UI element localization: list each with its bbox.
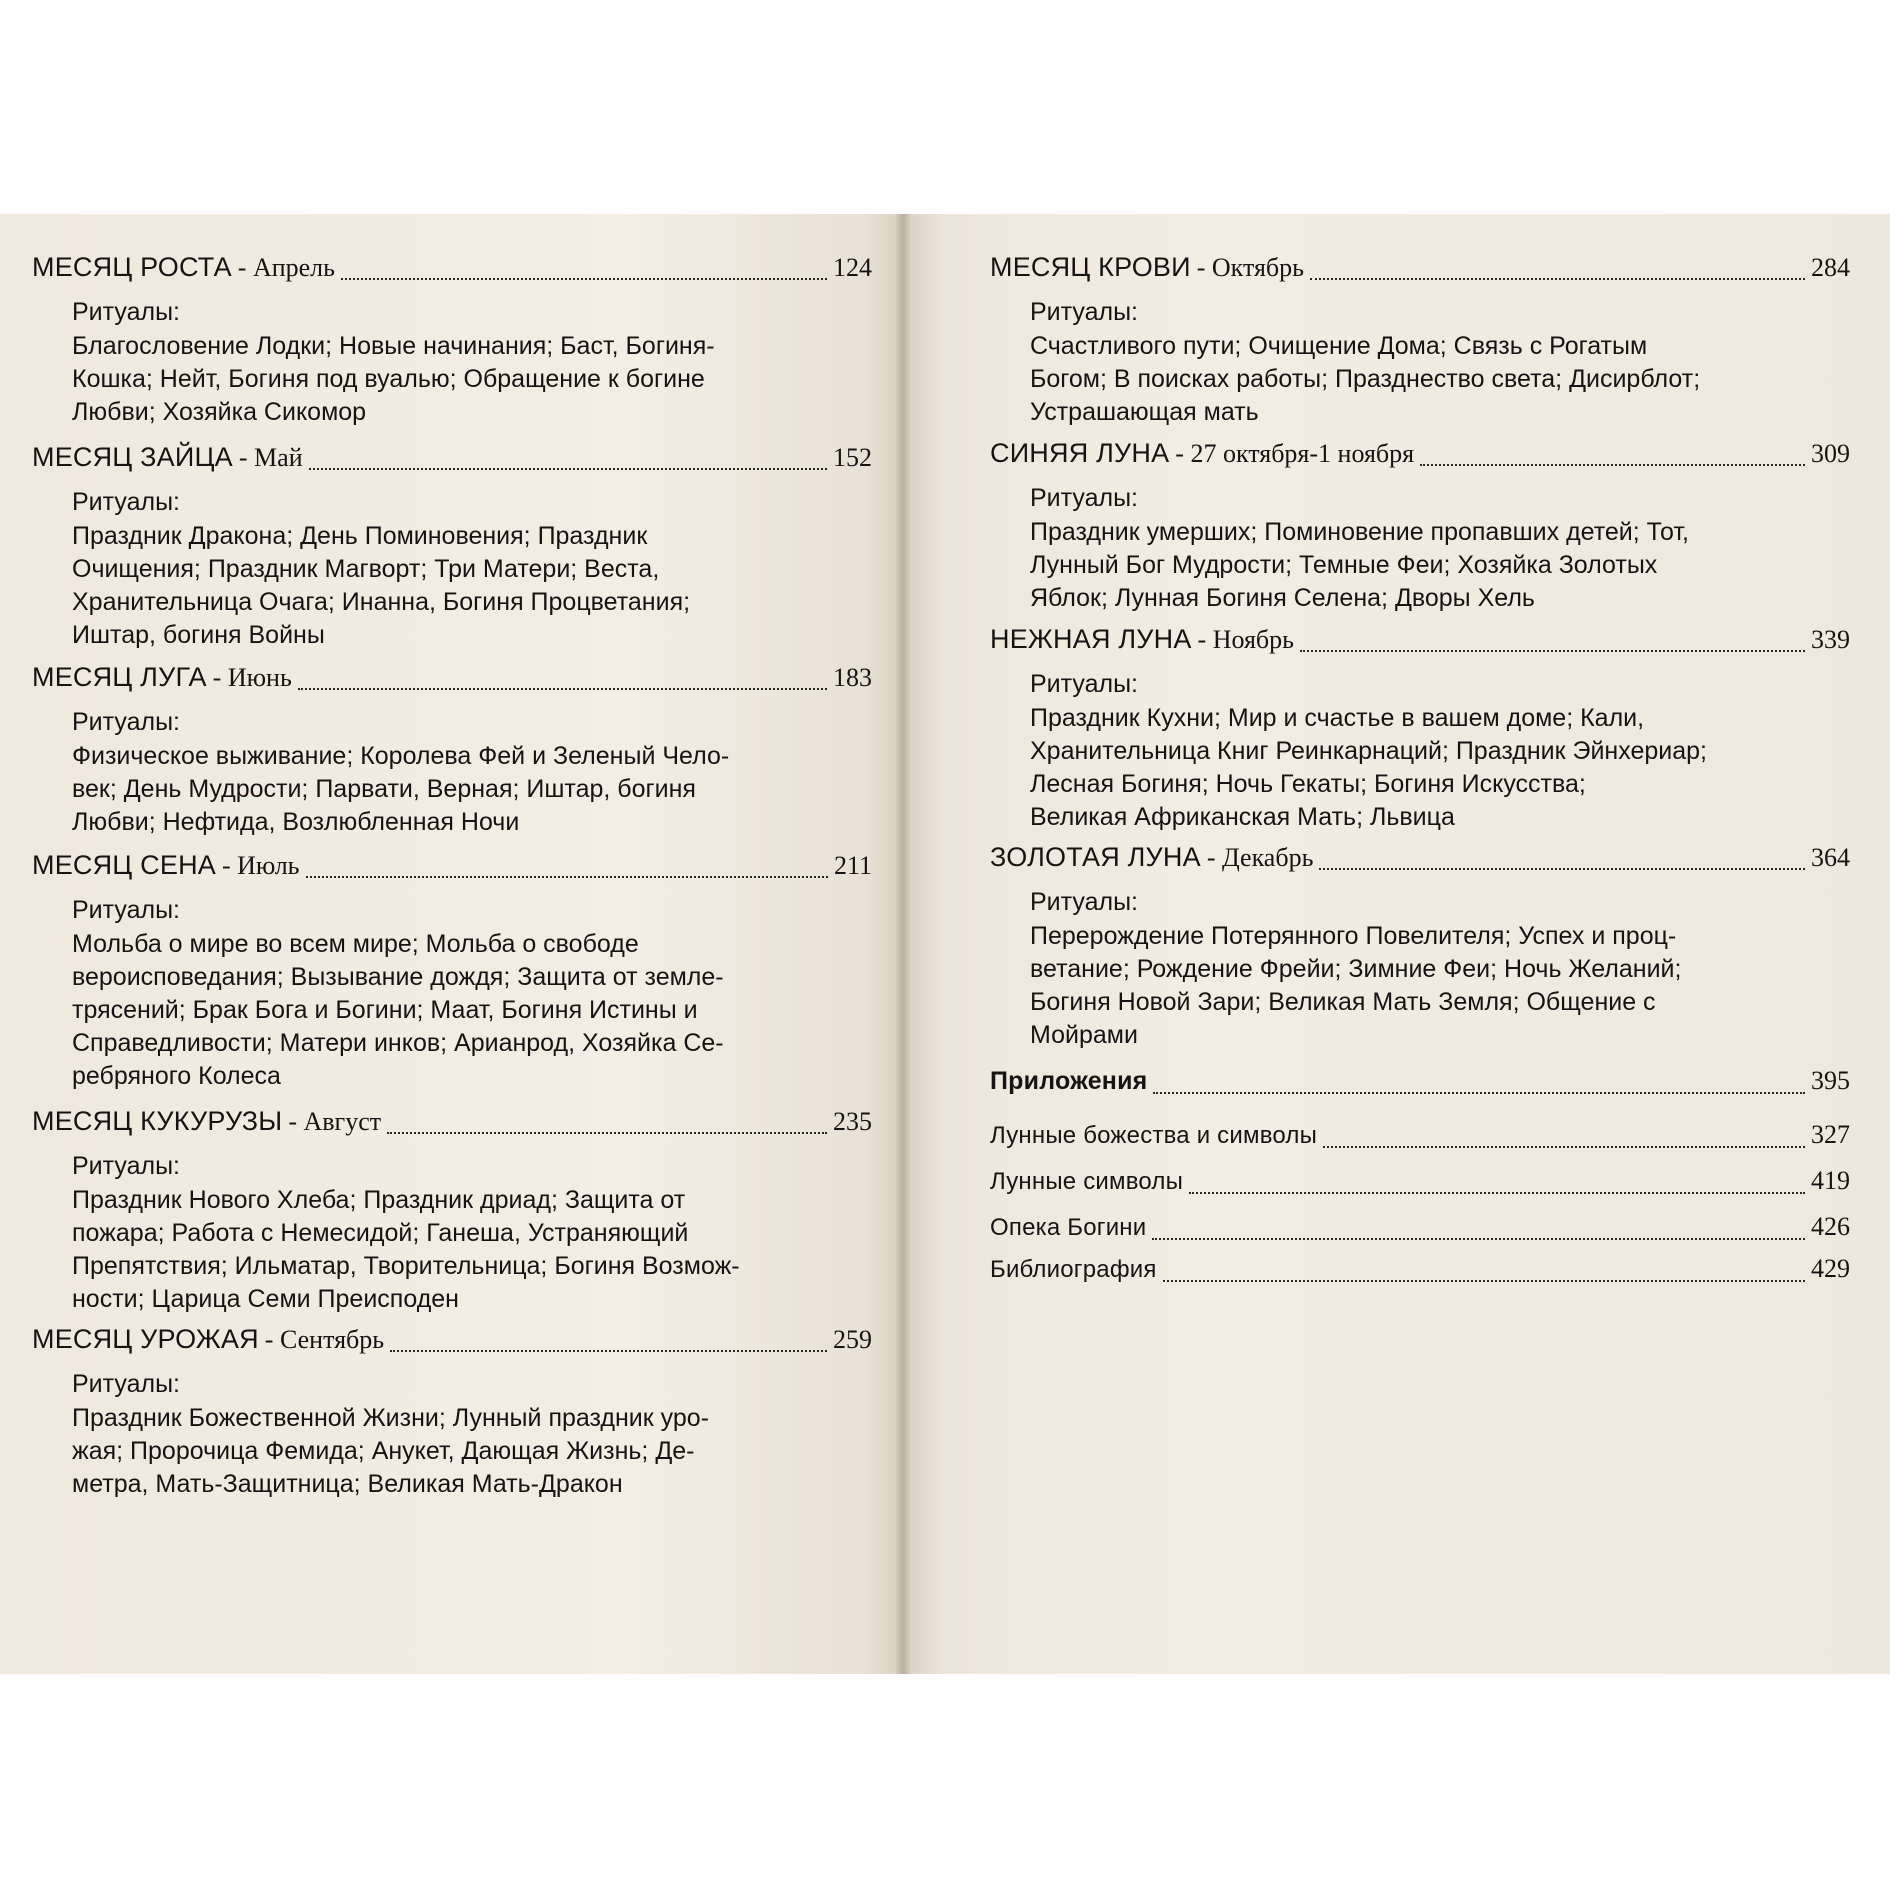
toc-entry-heading xyxy=(32,1106,872,1146)
rituals-label: Ритуалы: xyxy=(72,708,180,736)
entry-page-number: 235 xyxy=(833,1107,872,1136)
rituals-line: Праздник умерших; Поминовение пропавших детей; Тот, xyxy=(1030,518,1689,546)
dot-leader xyxy=(1319,868,1805,870)
rituals-line: вероисповедания; Вызывание дождя; Защита от земле- xyxy=(72,963,724,991)
rituals-list xyxy=(1030,330,1850,429)
dot-leader xyxy=(1300,650,1805,652)
entry-title: МЕСЯЦ ЛУГА xyxy=(32,662,207,692)
dot-leader xyxy=(390,1350,827,1352)
entry-subtitle: - Декабрь xyxy=(1206,843,1314,872)
toc-entry-heading xyxy=(990,1254,1850,1294)
dot-leader xyxy=(1189,1192,1805,1194)
entry-title: Лунные символы xyxy=(990,1168,1184,1195)
entry-title: МЕСЯЦ УРОЖАЯ xyxy=(32,1324,259,1354)
dot-leader xyxy=(309,468,827,470)
entry-title: НЕЖНАЯ ЛУНА xyxy=(990,624,1192,654)
rituals-list xyxy=(72,330,872,429)
toc-entry-heading xyxy=(990,842,1850,882)
rituals-line: Справедливости; Матери инков; Арианрод, Хозяйка Се- xyxy=(72,1029,724,1057)
dot-leader xyxy=(387,1132,827,1134)
rituals-list xyxy=(72,520,872,652)
entry-subtitle: - Июнь xyxy=(212,663,292,692)
entry-page-number: 429 xyxy=(1811,1254,1850,1283)
rituals-line: Лесная Богиня; Ночь Гекаты; Богиня Искусства; xyxy=(1030,770,1586,798)
rituals-line: Праздник Божественной Жизни; Лунный праздник уро- xyxy=(72,1404,710,1432)
entry-page-number: 395 xyxy=(1811,1066,1850,1095)
rituals-list xyxy=(72,740,872,839)
toc-entry-heading xyxy=(990,252,1850,292)
entry-subtitle: - Сентябрь xyxy=(264,1325,385,1354)
entry-title: МЕСЯЦ СЕНА xyxy=(32,850,216,880)
rituals-list xyxy=(72,928,872,1093)
entry-subtitle: - Апрель xyxy=(237,253,336,282)
rituals-line: ветание; Рождение Фрейи; Зимние Феи; Ночь Желаний; xyxy=(1030,955,1682,983)
rituals-line: Хранительница Книг Реинкарнаций; Праздник Эйнхериар; xyxy=(1030,737,1707,765)
dot-leader xyxy=(1153,1092,1805,1094)
entry-title: Лунные божества и символы xyxy=(990,1122,1318,1149)
rituals-line: Иштар, богиня Войны xyxy=(72,621,325,649)
rituals-line: Праздник Нового Хлеба; Праздник дриад; Защита от xyxy=(72,1186,686,1214)
entry-page-number: 284 xyxy=(1811,253,1850,282)
entry-page-number: 152 xyxy=(833,443,872,472)
entry-subtitle: - Август xyxy=(288,1107,382,1136)
entry-page-number: 309 xyxy=(1811,439,1850,468)
rituals-label: Ритуалы: xyxy=(1030,298,1138,326)
rituals-line: Великая Африканская Мать; Львица xyxy=(1030,803,1455,831)
entry-title: Приложения xyxy=(990,1067,1148,1095)
rituals-line: пожара; Работа с Немесидой; Ганеша, Устраняющий xyxy=(72,1219,689,1247)
entry-title: ЗОЛОТАЯ ЛУНА xyxy=(990,842,1201,872)
entry-page-number: 419 xyxy=(1811,1166,1850,1195)
rituals-line: Очищения; Праздник Магворт; Три Матери; Веста, xyxy=(72,555,660,583)
entry-subtitle: - Ноябрь xyxy=(1197,625,1295,654)
toc-entry-heading xyxy=(990,438,1850,478)
entry-subtitle: - 27 октября-1 ноября xyxy=(1175,439,1415,468)
rituals-list xyxy=(1030,516,1850,615)
rituals-line: жая; Пророчица Фемида; Анукет, Дающая Жизнь; Де- xyxy=(72,1437,695,1465)
entry-subtitle: - Май xyxy=(238,443,303,472)
entry-title: Библиография xyxy=(990,1256,1157,1283)
toc-entry-heading xyxy=(32,442,872,482)
rituals-label: Ритуалы: xyxy=(72,298,180,326)
toc-entry-heading xyxy=(32,662,872,702)
toc-entry-heading xyxy=(990,1166,1850,1206)
dot-leader xyxy=(1163,1280,1805,1282)
entry-page-number: 426 xyxy=(1811,1212,1850,1241)
entry-page-number: 259 xyxy=(833,1325,872,1354)
dot-leader xyxy=(298,688,827,690)
rituals-line: Богом; В поисках работы; Празднество света; Дисирблот; xyxy=(1030,365,1701,393)
rituals-label: Ритуалы: xyxy=(1030,888,1138,916)
rituals-line: Физическое выживание; Королева Фей и Зеленый Чело- xyxy=(72,742,730,770)
toc-entry-heading xyxy=(32,1324,872,1364)
rituals-line: Яблок; Лунная Богиня Селена; Дворы Хель xyxy=(1030,584,1535,612)
rituals-label: Ритуалы: xyxy=(1030,484,1138,512)
rituals-line: Праздник Кухни; Мир и счастье в вашем доме; Кали, xyxy=(1030,704,1645,732)
entry-page-number: 183 xyxy=(833,663,872,692)
dot-leader xyxy=(1310,278,1805,280)
rituals-line: Мойрами xyxy=(1030,1021,1138,1049)
rituals-line: Препятствия; Ильматар, Творительница; Богиня Возмож- xyxy=(72,1252,740,1280)
entry-page-number: 364 xyxy=(1811,843,1850,872)
toc-entry-heading xyxy=(990,1212,1850,1252)
book-spine xyxy=(896,214,910,1674)
rituals-line: трясений; Брак Бога и Богини; Маат, Богиня Истины и xyxy=(72,996,698,1024)
entry-title: Опека Богини xyxy=(990,1214,1147,1241)
toc-entry-heading xyxy=(990,1066,1850,1106)
rituals-label: Ритуалы: xyxy=(72,896,180,924)
entry-page-number: 211 xyxy=(833,851,872,880)
rituals-line: Богиня Новой Зари; Великая Мать Земля; Общение с xyxy=(1030,988,1656,1016)
rituals-line: Любви; Хозяйка Сикомор xyxy=(72,398,367,426)
entry-title: МЕСЯЦ РОСТА xyxy=(32,252,232,282)
toc-entry-heading xyxy=(990,624,1850,664)
toc-entry-heading xyxy=(990,1120,1850,1160)
rituals-line: Мольба о мире во всем мире; Мольба о свободе xyxy=(72,930,639,958)
toc-entry-heading xyxy=(32,850,872,890)
entry-title: МЕСЯЦ КРОВИ xyxy=(990,252,1191,282)
rituals-line: Праздник Дракона; День Поминовения; Праздник xyxy=(72,522,648,550)
entry-title: МЕСЯЦ КУКУРУЗЫ xyxy=(32,1106,283,1136)
rituals-line: Устрашающая мать xyxy=(1030,398,1259,426)
rituals-line: Перерождение Потерянного Повелителя; Успех и проц- xyxy=(1030,922,1677,950)
entry-page-number: 327 xyxy=(1811,1120,1850,1149)
rituals-list xyxy=(1030,702,1850,834)
rituals-label: Ритуалы: xyxy=(72,488,180,516)
dot-leader xyxy=(306,876,828,878)
entry-subtitle: - Октябрь xyxy=(1196,253,1305,282)
book-spread xyxy=(0,214,1890,1674)
rituals-line: Кошка; Нейт, Богиня под вуалью; Обращение к богине xyxy=(72,365,705,393)
rituals-line: ности; Царица Семи Преисподен xyxy=(72,1285,459,1313)
rituals-list xyxy=(72,1402,872,1501)
entry-title: МЕСЯЦ ЗАЙЦА xyxy=(32,442,233,472)
rituals-label: Ритуалы: xyxy=(72,1370,180,1398)
rituals-label: Ритуалы: xyxy=(1030,670,1138,698)
entry-page-number: 124 xyxy=(833,253,872,282)
rituals-list xyxy=(72,1184,872,1316)
rituals-line: Лунный Бог Мудрости; Темные Феи; Хозяйка Золотых xyxy=(1030,551,1658,579)
dot-leader xyxy=(341,278,827,280)
rituals-line: Счастливого пути; Очищение Дома; Связь с Рогатым xyxy=(1030,332,1648,360)
dot-leader xyxy=(1323,1146,1805,1148)
dot-leader xyxy=(1152,1238,1805,1240)
rituals-line: Хранительница Очага; Инанна, Богиня Процветания; xyxy=(72,588,691,616)
entry-title: СИНЯЯ ЛУНА xyxy=(990,438,1170,468)
rituals-label: Ритуалы: xyxy=(72,1152,180,1180)
rituals-line: век; День Мудрости; Парвати, Верная; Иштар, богиня xyxy=(72,775,696,803)
entry-subtitle: - Июль xyxy=(222,851,300,880)
rituals-list xyxy=(1030,920,1850,1052)
rituals-line: Благословение Лодки; Новые начинания; Баст, Богиня- xyxy=(72,332,715,360)
rituals-line: ребряного Колеса xyxy=(72,1062,281,1090)
toc-entry-heading xyxy=(32,252,872,292)
rituals-line: метра, Мать-Защитница; Великая Мать-Дракон xyxy=(72,1470,623,1498)
rituals-line: Любви; Нефтида, Возлюбленная Ночи xyxy=(72,808,520,836)
dot-leader xyxy=(1420,464,1805,466)
entry-page-number: 339 xyxy=(1811,625,1850,654)
